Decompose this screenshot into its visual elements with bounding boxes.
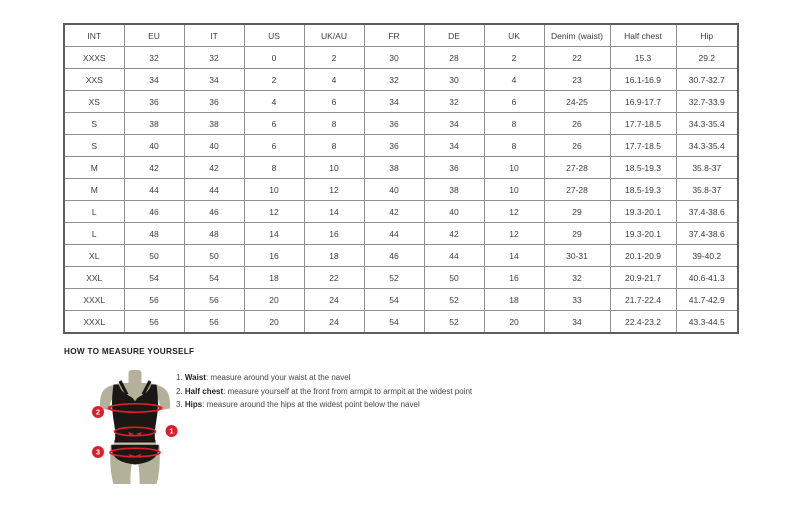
table-cell: 46 [184,201,244,223]
table-cell: 52 [364,267,424,289]
table-cell: 20.1-20.9 [610,245,676,267]
table-cell: 34 [184,69,244,91]
table-cell: 16.9-17.7 [610,91,676,113]
table-cell: XXXS [64,47,124,69]
table-cell: 4 [244,91,304,113]
table-cell: 20 [244,289,304,311]
table-cell: 17.7-18.5 [610,113,676,135]
table-cell: 41.7-42.9 [676,289,738,311]
table-row [64,47,738,69]
measure-step: 2. Half chest: measure yourself at the front from armpit to armpit at the widest point [176,386,473,396]
table-cell: 8 [304,113,364,135]
table-cell: 42 [424,223,484,245]
svg-text:2: 2 [95,407,101,417]
table-cell: 8 [484,113,544,135]
table-cell: 18.5-19.3 [610,179,676,201]
table-cell: 40 [124,135,184,157]
table-cell: 16.1-16.9 [610,69,676,91]
table-row [64,201,738,223]
table-cell: 10 [484,157,544,179]
table-cell: 37.4-38.6 [676,223,738,245]
table-cell: 48 [124,223,184,245]
table-cell: 30 [364,47,424,69]
table-cell: 32.7-33.9 [676,91,738,113]
table-cell: 22.4-23.2 [610,311,676,334]
table-cell: 19.3-20.1 [610,223,676,245]
table-cell: 12 [484,201,544,223]
size-chart-table [63,23,739,334]
chest-badge [92,406,104,418]
table-cell: 38 [184,113,244,135]
table-cell: 28 [424,47,484,69]
table-cell: 52 [424,311,484,334]
table-cell: 36 [364,135,424,157]
table-cell: 34 [364,91,424,113]
table-cell: 44 [124,179,184,201]
table-cell: 6 [484,91,544,113]
table-cell: 36 [124,91,184,113]
table-row [64,179,738,201]
table-cell: 32 [184,47,244,69]
table-body [64,47,738,334]
table-row [64,223,738,245]
table-cell: 26 [544,135,610,157]
table-cell: 44 [184,179,244,201]
waist-badge [166,425,178,437]
table-cell: 32 [364,69,424,91]
column-header: FR [364,24,424,47]
table-cell: 56 [124,311,184,334]
table-cell: 20 [244,311,304,334]
table-row [64,267,738,289]
column-header: DE [424,24,484,47]
table-cell: 26 [544,113,610,135]
table-cell: 54 [364,289,424,311]
table-cell: 38 [364,157,424,179]
table-cell: 52 [424,289,484,311]
table-cell: 4 [304,69,364,91]
table-cell: 36 [424,157,484,179]
table-cell: 27-28 [544,179,610,201]
table-cell: 20.9-21.7 [610,267,676,289]
table-cell: 32 [544,267,610,289]
table-cell: 10 [244,179,304,201]
table-cell: 29 [544,223,610,245]
table-cell: 21.7-22.4 [610,289,676,311]
table-cell: 29.2 [676,47,738,69]
table-cell: 24-25 [544,91,610,113]
hips-badge [92,446,104,458]
column-header: UK [484,24,544,47]
table-cell: 54 [364,311,424,334]
table-cell: 16 [244,245,304,267]
table-cell: 56 [184,289,244,311]
table-cell: 38 [124,113,184,135]
table-cell: 38 [424,179,484,201]
table-cell: 36 [364,113,424,135]
table-cell: 10 [304,157,364,179]
table-cell: 40 [424,201,484,223]
table-row [64,289,738,311]
table-cell: 34 [424,135,484,157]
swimsuit-icon [111,381,158,465]
table-cell: 18 [304,245,364,267]
table-cell: 20 [484,311,544,334]
table-cell: L [64,223,124,245]
svg-text:1: 1 [169,426,174,436]
table-cell: 18 [484,289,544,311]
table-cell: 6 [244,135,304,157]
table-cell: 50 [184,245,244,267]
measure-step: 1. Waist: measure around your waist at the navel [176,373,351,382]
table-row [64,69,738,91]
table-cell: 2 [484,47,544,69]
table-cell: 43.3-44.5 [676,311,738,334]
table-cell: 12 [244,201,304,223]
table-cell: 39-40.2 [676,245,738,267]
table-cell: 2 [304,47,364,69]
table-cell: 8 [484,135,544,157]
table-cell: XXL [64,267,124,289]
measure-steps-list [176,371,596,412]
table-cell: 46 [364,245,424,267]
table-cell: 12 [304,179,364,201]
table-cell: 44 [364,223,424,245]
table-cell: 40.6-41.3 [676,267,738,289]
table-cell: XS [64,91,124,113]
table-cell: S [64,135,124,157]
table-cell: 8 [244,157,304,179]
table-cell: 30.7-32.7 [676,69,738,91]
column-header: INT [64,24,124,47]
table-row [64,245,738,267]
table-cell: 34 [124,69,184,91]
table-cell: 22 [544,47,610,69]
column-header: EU [124,24,184,47]
table-cell: XL [64,245,124,267]
table-cell: 16 [304,223,364,245]
table-cell: 40 [184,135,244,157]
table-cell: 34.3-35.4 [676,135,738,157]
table-cell: 32 [424,91,484,113]
table-cell: 54 [184,267,244,289]
table-cell: XXS [64,69,124,91]
table-cell: 42 [124,157,184,179]
table-cell: XXXL [64,289,124,311]
table-cell: 16 [484,267,544,289]
table-cell: 29 [544,201,610,223]
table-cell: 36 [184,91,244,113]
table-cell: 33 [544,289,610,311]
table-cell: 56 [124,289,184,311]
table-cell: 14 [484,245,544,267]
measure-guide-title: HOW TO MEASURE YOURSELF [64,347,195,356]
table-cell: 2 [244,69,304,91]
table-cell: 24 [304,311,364,334]
table-cell: 12 [484,223,544,245]
table-cell: XXXL [64,311,124,334]
mannequin-illustration [83,367,187,487]
table-cell: 6 [304,91,364,113]
table-cell: 40 [364,179,424,201]
table-cell: 18 [244,267,304,289]
table-cell: 8 [304,135,364,157]
table-cell: M [64,157,124,179]
column-header: Half chest [610,24,676,47]
column-header: UK/AU [304,24,364,47]
table-cell: 54 [124,267,184,289]
table-row [64,157,738,179]
table-cell: 10 [484,179,544,201]
table-cell: 4 [484,69,544,91]
column-header: US [244,24,304,47]
table-cell: L [64,201,124,223]
table-cell: 42 [364,201,424,223]
table-cell: 35.8-37 [676,157,738,179]
table-cell: 42 [184,157,244,179]
table-row [64,135,738,157]
column-header: Hip [676,24,738,47]
table-cell: 30 [424,69,484,91]
table-cell: 17.7-18.5 [610,135,676,157]
column-header: Denim (waist) [544,24,610,47]
table-cell: 35.8-37 [676,179,738,201]
table-cell: 48 [184,223,244,245]
table-cell: 56 [184,311,244,334]
size-chart-section [63,23,737,334]
table-cell: 50 [124,245,184,267]
table-cell: 37.4-38.6 [676,201,738,223]
table-cell: 24 [304,289,364,311]
table-row [64,311,738,334]
svg-text:3: 3 [95,447,101,457]
table-header-row [64,24,738,47]
table-cell: M [64,179,124,201]
measure-step: 3. Hips: measure around the hips at the widest point below the navel [176,400,420,410]
table-cell: 23 [544,69,610,91]
table-cell: 44 [424,245,484,267]
table-cell: 14 [304,201,364,223]
table-cell: 18.5-19.3 [610,157,676,179]
table-cell: S [64,113,124,135]
table-cell: 34.3-35.4 [676,113,738,135]
table-cell: 32 [124,47,184,69]
table-cell: 50 [424,267,484,289]
table-cell: 34 [424,113,484,135]
table-cell: 30-31 [544,245,610,267]
table-cell: 15.3 [610,47,676,69]
table-cell: 22 [304,267,364,289]
table-cell: 19.3-20.1 [610,201,676,223]
table-cell: 34 [544,311,610,334]
table-cell: 14 [244,223,304,245]
table-cell: 0 [244,47,304,69]
table-row [64,113,738,135]
table-cell: 46 [124,201,184,223]
table-cell: 6 [244,113,304,135]
table-row [64,91,738,113]
table-cell: 27-28 [544,157,610,179]
column-header: IT [184,24,244,47]
